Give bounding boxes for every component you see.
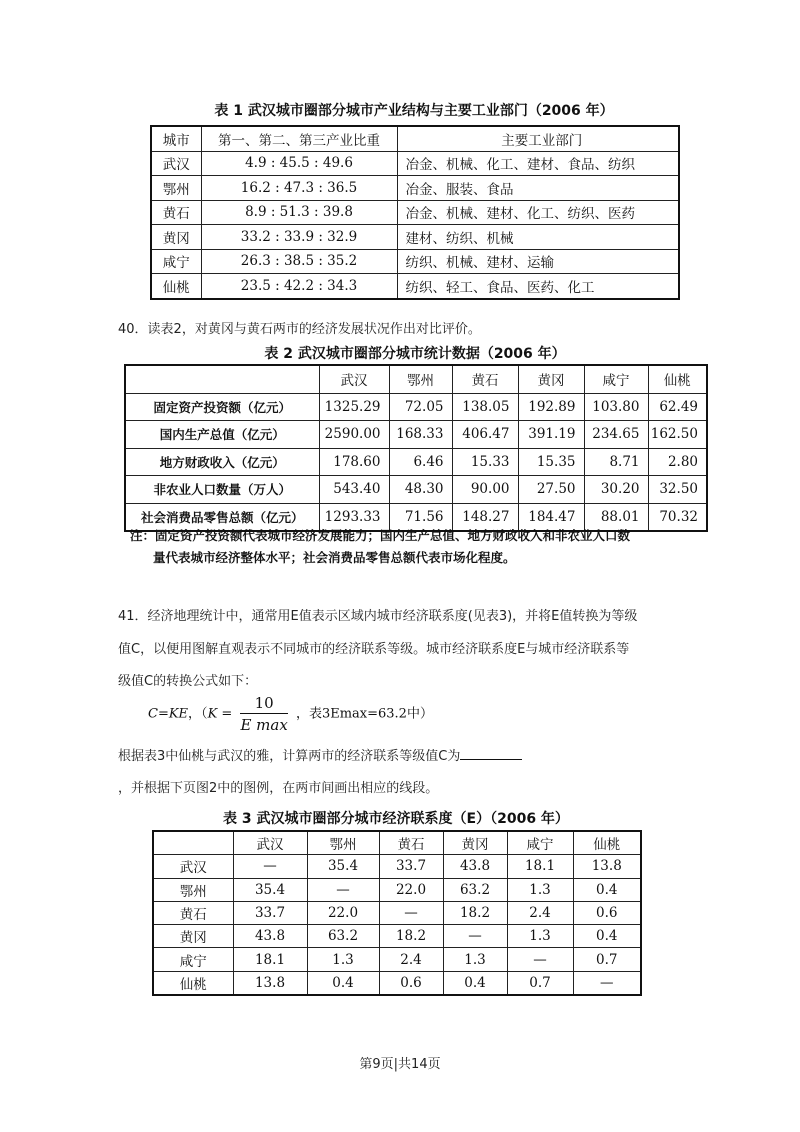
table-row xyxy=(151,151,679,176)
table-row xyxy=(153,901,641,924)
table1-caption: 表 1 武汉城市圈部分城市产业结构与主要工业部门（2006 年） xyxy=(214,103,614,119)
table3-cell: — xyxy=(443,925,507,948)
table2-cell: 8.71 xyxy=(584,448,648,476)
table3-cell: 0.4 xyxy=(307,971,379,995)
table3-cell: 43.8 xyxy=(443,855,507,878)
fraction-denominator: E max xyxy=(240,716,288,734)
conversion-formula xyxy=(148,694,433,734)
table3-cell: 0.4 xyxy=(443,971,507,995)
table3-cell: 2.4 xyxy=(379,948,443,971)
table-row xyxy=(151,176,679,201)
table3-cell: 35.4 xyxy=(307,855,379,878)
table2-cell: 2.80 xyxy=(648,448,707,476)
table2-header-cell: 仙桃 xyxy=(648,365,707,393)
table3-cell: 13.8 xyxy=(573,855,641,878)
table2-cell: 148.27 xyxy=(452,503,518,531)
question-41-line4 xyxy=(118,745,522,764)
table2-row-label: 国内生产总值（亿元） xyxy=(125,421,319,449)
table3-cell: 0.4 xyxy=(573,925,641,948)
table2-cell: 15.33 xyxy=(452,448,518,476)
table1-cell: 8.9 : 51.3 : 39.8 xyxy=(201,200,397,225)
table-row xyxy=(153,878,641,901)
table2-cell: 6.46 xyxy=(389,448,452,476)
table3-header-cell: 黄冈 xyxy=(443,831,507,855)
table3-cell: — xyxy=(379,901,443,924)
table2-note-line1: 注：固定资产投资额代表城市经济发展能力；国内生产总值、地方财政收入和非农业人口数 xyxy=(130,528,631,543)
question-41-line4-text: 根据表3中仙桃与武汉的雅，计算两市的经济联系等级值C为 xyxy=(118,749,461,764)
table3-cell: 18.1 xyxy=(507,855,573,878)
table2-cell: 88.01 xyxy=(584,503,648,531)
table2-cell: 15.35 xyxy=(518,448,584,476)
formula-left: C=KE xyxy=(148,706,189,722)
question-41-line3: 级值C的转换公式如下： xyxy=(118,674,258,689)
table3-cell: 43.8 xyxy=(233,925,307,948)
formula-right: ，表3Emax=63.2中） xyxy=(295,706,433,722)
table1-cell: 建材、纺织、机械 xyxy=(397,225,679,250)
table3 xyxy=(152,830,642,996)
table2-cell: 184.47 xyxy=(518,503,584,531)
table3-row-label: 黄石 xyxy=(153,901,233,924)
table1 xyxy=(150,125,680,300)
table3-cell: 22.0 xyxy=(379,878,443,901)
table1-cell: 冶金、机械、建材、化工、纺织、医药 xyxy=(397,200,679,225)
table3-header-cell: 咸宁 xyxy=(507,831,573,855)
table2-cell: 178.60 xyxy=(319,448,389,476)
table1-row-label: 黄冈 xyxy=(151,225,201,250)
table2-cell: 138.05 xyxy=(452,393,518,421)
table-row xyxy=(153,971,641,995)
table2-cell: 2590.00 xyxy=(319,421,389,449)
table1-header-cell: 第一、第二、第三产业比重 xyxy=(201,126,397,151)
table3-cell: 35.4 xyxy=(233,878,307,901)
table2-header-cell: 鄂州 xyxy=(389,365,452,393)
table1-cell: 26.3 : 38.5 : 35.2 xyxy=(201,249,397,274)
table1-row-label: 黄石 xyxy=(151,200,201,225)
table3-row-label: 仙桃 xyxy=(153,971,233,995)
table2-cell: 406.47 xyxy=(452,421,518,449)
table2-cell: 72.05 xyxy=(389,393,452,421)
table2-caption: 表 2 武汉城市圈部分城市统计数据（2006 年） xyxy=(264,346,566,362)
table3-cell: 0.4 xyxy=(573,878,641,901)
table2-header-cell: 咸宁 xyxy=(584,365,648,393)
table2-cell: 391.19 xyxy=(518,421,584,449)
page-footer: 第9页|共14页 xyxy=(359,1057,441,1072)
table2-cell: 71.56 xyxy=(389,503,452,531)
table1-cell: 16.2 : 47.3 : 36.5 xyxy=(201,176,397,201)
table2-header-cell: 黄石 xyxy=(452,365,518,393)
table3-cell: 1.3 xyxy=(443,948,507,971)
table2-row-label: 固定资产投资额（亿元） xyxy=(125,393,319,421)
question-41-line5: ，并根据下页图2中的图例，在两市间画出相应的线段。 xyxy=(118,781,439,796)
table1-cell: 33.2 : 33.9 : 32.9 xyxy=(201,225,397,250)
question-40: 40．读表2，对黄冈与黄石两市的经济发展状况作出对比评价。 xyxy=(118,322,481,337)
table3-cell: 33.7 xyxy=(233,901,307,924)
table2-cell: 27.50 xyxy=(518,476,584,504)
table2-header-cell xyxy=(125,365,319,393)
fraction-numerator: 10 xyxy=(240,694,287,714)
table3-cell: 1.3 xyxy=(507,925,573,948)
answer-blank[interactable] xyxy=(460,747,522,760)
table3-cell: 13.8 xyxy=(233,971,307,995)
table1-row-label: 仙桃 xyxy=(151,274,201,299)
table3-row-label: 咸宁 xyxy=(153,948,233,971)
table3-header-cell: 仙桃 xyxy=(573,831,641,855)
table3-header-cell: 武汉 xyxy=(233,831,307,855)
table2-cell: 1293.33 xyxy=(319,503,389,531)
table3-cell: — xyxy=(233,855,307,878)
table2-cell: 543.40 xyxy=(319,476,389,504)
table1-header-row xyxy=(151,126,679,151)
table3-cell: 0.6 xyxy=(573,901,641,924)
table3-cell: 18.2 xyxy=(379,925,443,948)
table1-header-cell: 城市 xyxy=(151,126,201,151)
table3-row-label: 鄂州 xyxy=(153,878,233,901)
table2-header-cell: 黄冈 xyxy=(518,365,584,393)
table2-cell: 30.20 xyxy=(584,476,648,504)
table1-row-label: 鄂州 xyxy=(151,176,201,201)
table2-cell: 234.65 xyxy=(584,421,648,449)
table2-cell: 192.89 xyxy=(518,393,584,421)
table3-cell: 0.6 xyxy=(379,971,443,995)
table3-cell: 1.3 xyxy=(507,878,573,901)
table2-cell: 1325.29 xyxy=(319,393,389,421)
table1-cell: 23.5 : 42.2 : 34.3 xyxy=(201,274,397,299)
table-row xyxy=(125,421,707,449)
table3-cell: 18.2 xyxy=(443,901,507,924)
table2-cell: 168.33 xyxy=(389,421,452,449)
table2-cell: 90.00 xyxy=(452,476,518,504)
table3-header-cell: 黄石 xyxy=(379,831,443,855)
table3-cell: — xyxy=(307,878,379,901)
table3-header-cell xyxy=(153,831,233,855)
table3-cell: — xyxy=(573,971,641,995)
table2-row-label: 非农业人口数量（万人） xyxy=(125,476,319,504)
table-row xyxy=(125,476,707,504)
table3-cell: 0.7 xyxy=(507,971,573,995)
table2-header-row xyxy=(125,365,707,393)
table-row xyxy=(151,200,679,225)
table1-cell: 纺织、机械、建材、运输 xyxy=(397,249,679,274)
table3-cell: 18.1 xyxy=(233,948,307,971)
table1-header-cell: 主要工业部门 xyxy=(397,126,679,151)
table2-cell: 62.49 xyxy=(648,393,707,421)
table1-cell: 冶金、服装、食品 xyxy=(397,176,679,201)
table-row xyxy=(153,948,641,971)
table1-cell: 纺织、轻工、食品、医药、化工 xyxy=(397,274,679,299)
table3-cell: 0.7 xyxy=(573,948,641,971)
table2 xyxy=(124,364,708,532)
table3-header-cell: 鄂州 xyxy=(307,831,379,855)
formula-fraction xyxy=(240,694,287,734)
table2-cell: 48.30 xyxy=(389,476,452,504)
table1-cell: 冶金、机械、化工、建材、食品、纺织 xyxy=(397,151,679,176)
table3-cell: 63.2 xyxy=(443,878,507,901)
table1-row-label: 武汉 xyxy=(151,151,201,176)
table1-row-label: 咸宁 xyxy=(151,249,201,274)
table2-header-cell: 武汉 xyxy=(319,365,389,393)
table2-cell: 103.80 xyxy=(584,393,648,421)
table2-cell: 32.50 xyxy=(648,476,707,504)
table3-cell: 2.4 xyxy=(507,901,573,924)
table-row xyxy=(153,855,641,878)
table2-row-label: 社会消费品零售总额（亿元） xyxy=(125,503,319,531)
table-row xyxy=(151,249,679,274)
table3-cell: 22.0 xyxy=(307,901,379,924)
table2-cell: 162.50 xyxy=(648,421,707,449)
table3-row-label: 黄冈 xyxy=(153,925,233,948)
table-row xyxy=(125,448,707,476)
table2-note-line2: 量代表城市经济整体水平；社会消费品零售总额代表市场化程度。 xyxy=(153,550,516,565)
table3-cell: 33.7 xyxy=(379,855,443,878)
table3-cell: 63.2 xyxy=(307,925,379,948)
table2-cell: 70.32 xyxy=(648,503,707,531)
table3-cell: 1.3 xyxy=(307,948,379,971)
table-row xyxy=(153,925,641,948)
table-row xyxy=(151,225,679,250)
table3-cell: — xyxy=(507,948,573,971)
table2-row-label: 地方财政收入（亿元） xyxy=(125,448,319,476)
table3-header-row xyxy=(153,831,641,855)
table-row xyxy=(151,274,679,299)
table3-caption: 表 3 武汉城市圈部分城市经济联系度（E）（2006 年） xyxy=(223,811,569,827)
table3-row-label: 武汉 xyxy=(153,855,233,878)
question-41-line1: 41．经济地理统计中，通常用E值表示区域内城市经济联系度(见表3)，并将E值转换为等级 xyxy=(118,609,638,624)
table1-cell: 4.9 : 45.5 : 49.6 xyxy=(201,151,397,176)
formula-k: K = xyxy=(207,706,233,722)
question-41-line2: 值C，以便用图解直观表示不同城市的经济联系等级。城市经济联系度E与城市经济联系等 xyxy=(118,642,630,657)
table-row xyxy=(125,393,707,421)
formula-sep: ，（ xyxy=(188,706,208,722)
